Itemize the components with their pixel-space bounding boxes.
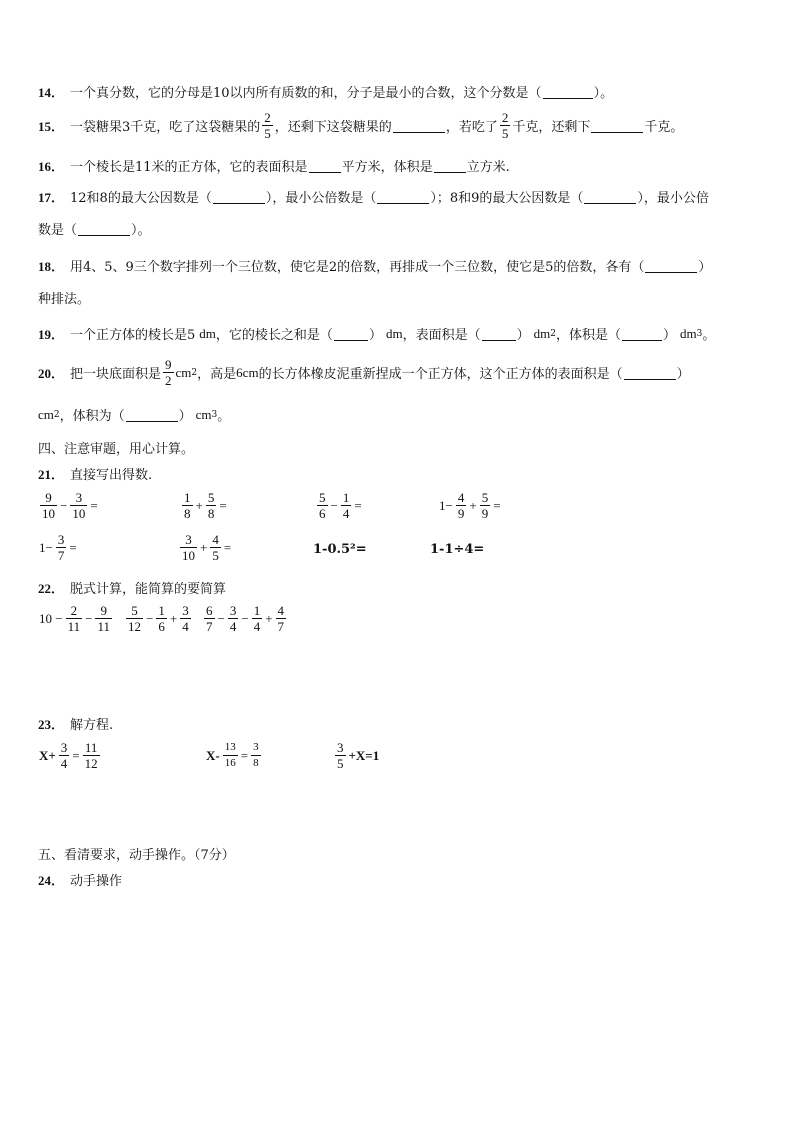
question-text: ）	[368, 328, 382, 343]
calc-expression-8: 1-1÷4=	[430, 542, 485, 557]
section-title: 五、看清要求，动手操作。（7分）	[38, 848, 235, 863]
answer-blank[interactable]	[645, 258, 697, 273]
answer-blank[interactable]	[309, 158, 341, 173]
question-17	[38, 187, 760, 206]
question-text: 千克。	[644, 120, 684, 135]
answer-blank[interactable]	[334, 326, 368, 341]
answer-blank[interactable]	[434, 158, 466, 173]
unit-label: dm	[199, 325, 216, 341]
answer-blank[interactable]	[213, 189, 265, 204]
question-title: 脱式计算，能简算的要简算	[70, 582, 227, 597]
question-text: ，表面积是（	[402, 328, 481, 343]
section-4-heading	[38, 438, 760, 457]
question-number: 19．	[38, 327, 65, 342]
question-text: ）	[178, 409, 192, 424]
question-23	[38, 714, 760, 733]
question-number: 14．	[38, 85, 65, 100]
question-text: ）	[698, 260, 712, 275]
question-14	[38, 82, 760, 101]
question-text: ，它的棱长之和是（	[215, 328, 333, 343]
answer-blank[interactable]	[482, 326, 516, 341]
question-22	[38, 578, 760, 597]
question-text: ），最小公倍	[637, 191, 709, 206]
question-17-cont	[38, 219, 760, 238]
unit-label: cm	[38, 406, 54, 422]
question-text: 一个真分数，它的分母是10以内所有质数的和，分子是最小的合数，这个分数是（	[70, 86, 542, 101]
question-text: 。	[217, 409, 231, 424]
question-text: ）	[516, 328, 530, 343]
simplify-expression-1: 10 − $\frac{2}{11}$ − $\frac{9}{11}$	[39, 603, 110, 634]
question-text: ）	[676, 367, 690, 382]
question-text: 的长方体橡皮泥重新捏成一个正方体，这个正方体的表面积是（	[258, 367, 623, 382]
question-title: 解方程.	[70, 718, 114, 733]
question-number: 20．	[38, 366, 65, 381]
fraction: $\frac{2}{5}$	[501, 110, 509, 141]
answer-blank[interactable]	[591, 118, 643, 133]
question-number: 21．	[38, 467, 65, 482]
simplify-expression-2: $\frac{5}{12}$ − $\frac{1}{6}$ + $\frac{3}{4}$	[128, 603, 189, 634]
question-20-cont	[38, 405, 760, 424]
question-18	[38, 256, 760, 275]
superscript: 2	[550, 328, 556, 339]
question-24	[38, 870, 760, 889]
question-text: ）	[662, 328, 676, 343]
question-19	[38, 324, 760, 343]
calc-expression-6: $\frac{3}{10}$ + $\frac{4}{5}$ =	[182, 532, 232, 563]
question-15	[38, 110, 760, 141]
equation-3: $\frac{3}{5}$ +X=1	[337, 740, 380, 771]
question-number: 18．	[38, 259, 65, 274]
unit-label: dm	[385, 325, 403, 341]
question-number: 15．	[38, 119, 65, 134]
question-21	[38, 464, 760, 483]
calc-expression-3: $\frac{5}{6}$ − $\frac{1}{4}$ =	[319, 490, 362, 521]
fraction: $\frac{2}{5}$	[264, 110, 271, 141]
section-title: 四、注意审题，用心计算。	[38, 442, 195, 457]
question-text: ，若吃了	[445, 120, 498, 135]
question-number: 17．	[38, 190, 65, 205]
question-16	[38, 156, 760, 175]
answer-blank[interactable]	[393, 118, 445, 133]
calc-expression-4: 1− $\frac{4}{9}$ + $\frac{5}{9}$ =	[439, 490, 501, 521]
answer-blank[interactable]	[624, 365, 676, 380]
unit-label: cm	[195, 406, 212, 422]
question-text: 一个棱长是11米的正方体，它的表面积是	[70, 160, 308, 175]
question-text: 种排法。	[38, 292, 91, 307]
question-text: 把一块底面积是	[70, 367, 162, 382]
answer-blank[interactable]	[584, 189, 636, 204]
equation-1: X+ $\frac{3}{4}$ = $\frac{11}{12}$	[39, 740, 98, 771]
question-number: 23．	[38, 717, 65, 732]
question-text: ，体积是（	[555, 328, 621, 343]
question-20	[38, 357, 760, 388]
question-text: 平方米，体积是	[341, 160, 433, 175]
unit-label: cm	[175, 364, 192, 380]
height-value: 6cm	[236, 364, 259, 380]
answer-blank[interactable]	[78, 221, 130, 236]
superscript: 3	[696, 328, 703, 339]
calc-expression-5: 1− $\frac{3}{7}$ =	[39, 532, 77, 563]
question-number: 24．	[38, 873, 65, 888]
question-text: 一个正方体的棱长是5	[70, 328, 196, 343]
calc-expression-7: 1-0.5²=	[313, 542, 367, 557]
simplify-expression-3: $\frac{6}{7}$ − $\frac{3}{4}$ − $\frac{1}{4}$ + $\frac{4}{7}$	[206, 603, 285, 634]
question-text: 用4、5、9三个数字排列一个三位数，使它是2的倍数，再排成一个三位数，使它是5的倍数，各有（	[70, 260, 645, 275]
question-text: ）。	[131, 223, 151, 238]
question-text-end: ）。	[593, 86, 614, 101]
superscript: 3	[211, 409, 218, 420]
calc-expression-1: $\frac{9}{10}$ − $\frac{3}{10}$ =	[42, 490, 98, 521]
question-number: 16．	[38, 159, 65, 174]
question-text: 12和8的最大公因数是（	[70, 191, 212, 206]
question-text: ）；8和9的最大公因数是（	[430, 191, 584, 206]
question-18-cont	[38, 288, 760, 307]
question-text: ），最小公倍数是（	[265, 191, 377, 206]
question-text: ，高是	[197, 367, 237, 382]
answer-blank[interactable]	[377, 189, 429, 204]
question-number: 22．	[38, 581, 65, 596]
answer-blank[interactable]	[126, 407, 178, 422]
question-text: 立方米.	[466, 160, 510, 175]
superscript: 2	[191, 367, 198, 378]
question-text: 一袋糖果3千克，吃了这袋糖果的	[70, 120, 261, 135]
section-5-heading	[38, 844, 760, 863]
answer-blank[interactable]	[543, 84, 593, 99]
calc-expression-2: $\frac{1}{8}$ + $\frac{5}{8}$ =	[184, 490, 227, 521]
fraction: $\frac{9}{2}$	[165, 357, 172, 388]
equation-2: X- $\frac{13}{16}$ = $\frac{3}{8}$	[206, 741, 259, 769]
unit-label: dm	[533, 325, 551, 341]
superscript: 2	[53, 409, 60, 420]
question-title: 动手操作	[70, 874, 123, 889]
question-title: 直接写出得数.	[70, 468, 153, 483]
question-text: 。	[702, 328, 716, 343]
question-text: 千克，还剩下	[512, 120, 591, 135]
question-text: ，体积为（	[59, 409, 125, 424]
question-text: 数是（	[38, 223, 78, 238]
question-text: ，还剩下这袋糖果的	[274, 120, 392, 135]
answer-blank[interactable]	[622, 326, 662, 341]
unit-label: dm	[680, 325, 697, 341]
